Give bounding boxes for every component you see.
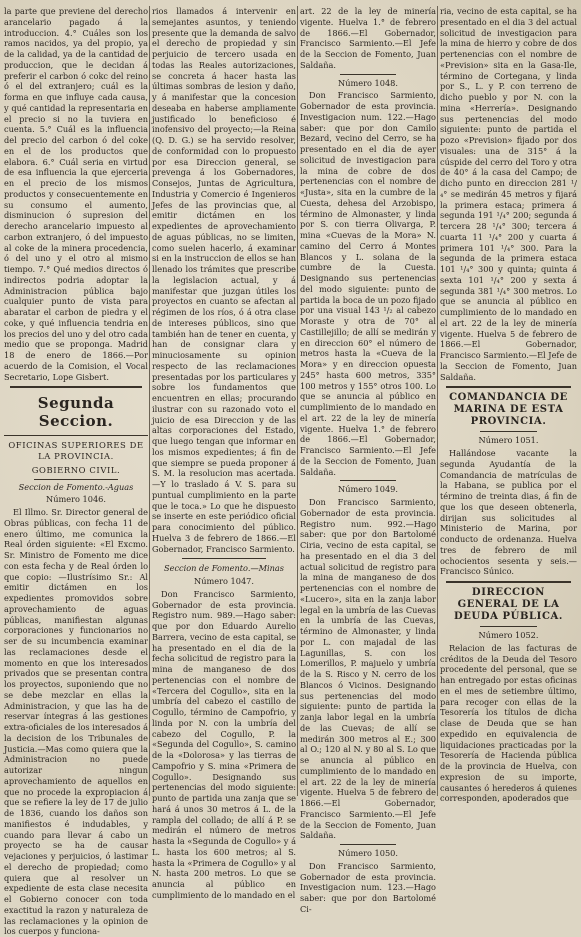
- notice-number: Número 1050.: [338, 848, 398, 858]
- divider: [480, 626, 537, 627]
- article-text: rios llamados á intervenir en semejantes asuntos, y teniendo presente que la demanda de salvo el derecho de propiedad y sin perjuicio de tercero usada en todas las Reales autorizaciones, se concreta á hacer hasta las últimas sombras de lesion y daño, y á manifestar que la concesion deseaba en haberse ampliamente justificado lo beneficioso é inofensivo del proyecto;—la Reina (Q. D. G.) se ha servido resolver, de conformidad con lo propuesto por esa Direccion general, se prevenga á los Gobernadores, Consejos, Juntas de Agricultura, Industria y Comercio é Ingenieros Jefes de las provincias que, al emitir dictámen en los expedientes de aprovechamiento de aguas públicas, no se limiten, como suelen hacerlo, á examinar si en la instruccion de ellos se han llenado los trámites que prescribe la legislacion actual, y á manifestar que juzgan útiles los proyectos en cuanto se afectan al régimen de los ríos, ó á otra clase de intereses públicos, sino que también han de tener en cuenta, y han de consignar clara y minuciosamente su opinion respecto de las reclamaciones presentadas por los particulares y sobre los fundamentos que encuentren en ellas; procurando ilustrar con su razonado voto el juicio de esa Direccion y de las altas corporaciones del Estado, que luego tengan que informar en los mismos expedientes; á fin de que siempre se pueda proponer á S. M. la resolucion mas acertada.—Y lo traslado á V. S. para su puntual cumplimiento en la parte que le toca.» Lo que he dispuesto se inserte en este periódico oficial para conocimiento del público. Huelva 3 de febrero de 1866.—El Gobernador, Francisco Sarmiento.: [152, 6, 296, 554]
- column-3: [300, 6, 436, 914]
- offices-heading: OFICINAS SUPERIORES DE LA PROVINCIA.: [8, 440, 144, 461]
- article-text: ria, vecino de esta capital, se ha presentado en el dia 3 del actual solicitud de investigacion para la mina de hierro y cobre de dos pertenencias con el nombre de «Prevision» sita en la Gasa-Ile, término de Cortegana, y linda por S., L. y P. con terreno de dicho pueblo y por N. con la mina «Herrería». Designando sus pertenencias del modo siguiente: punto de partida el pozo «Prevision» fijado por dos visuales: una de 315° á la cúspide del cerro del Toro y otra de 40° á la casa del Campo; de dicho punto en direccion 281 ¹/₄° se medirán 45 metros y fijará la primera estaca; primera á segunda 191 ¹/₄° 200; segunda á tercera 28 ¹/₄° 300; tercera á cuarta 11 ¹/₄° 200 y cuarta á primera 101 ¹/₄° 300. Para la segunda de la primera estaca 101 ¹/₄° 300 y quinta; quinta á sexta 101 ¹/₄° 200 y sexta á segunda 381 ¹/₄° 300 metros. Lo que se anuncia al público en cumplimiento de lo mandado en el art. 22 de la ley de minería vigente. Huelva 5 de febrero de 1866.—El Gobernador, Francisco Sarmiento.—El Jefe de la Seccion de Fomento, Juan Saldaña.: [440, 6, 577, 382]
- article-text: Don Francisco Sarmiento, Gobernador de esta provincia. Investigacion num. 123.—Hago saber: que por don Bartolomé Ci-: [300, 860, 436, 914]
- section-subheading: Seccion de Fomento.-Aguas: [18, 481, 134, 492]
- column-rule: [149, 6, 150, 796]
- divider: [182, 558, 266, 559]
- divider: [340, 844, 396, 845]
- article-text: Don Francisco Sarmiento, Gobernador de esta provincia. Registro num. 989.—Hago saber: que por don Eduardo Aurelio Barrera, vecino de esta capital, se ha presentado en el dia de la fecha solicitud de registro para la mina de manganeso de dos pertenencias con el nombre de «Tercera del Cogullo», sita en la umbría del cabezo el castillo de Cogullo, término de Campofrio, y linda por N. con la umbría del cabezo del Cogullo, P. la «Segunda del Cogullo», S. camino de la «Dolorosa» y las tierras de Campofrio y S. mina «Primera de Cogullo». Designando sus pertenencias del modo siguiente: punto de partida una zanja que se hará á unos 30 metros á L. de la rampla del collado; de allí á P. se medirán el número de metros hasta la «Segunda de Cogullo» y á L. hasta los 600 metros; al S. hasta la «Primera de Cogullo» y al N. hasta 200 metros. Lo que se anuncia al público en cumplimiento de lo mandado en el: [152, 588, 296, 900]
- column-rule: [437, 6, 438, 796]
- notice-number: Número 1048.: [338, 77, 398, 88]
- section-subheading: Seccion de Fomento.—Minas: [163, 563, 284, 574]
- column-2: [152, 6, 296, 900]
- divider: [34, 479, 118, 480]
- divider: [4, 435, 148, 436]
- article-text: la parte que previene del derecho arancelario pagado á la introduccion. 4.° Cuáles son los ramos nacidos, ya del propio, ya de la calidad, ya de la cantidad de produccion, que le decidan á preferir el carbon ó cokc del reino ó el del extranjero; cuál es la forma en que influye cada causa, y qué cantidad la representaria en el precio si no la tuviera en cuenta. 5.° Cuál es la influencia del precio del carbon ó del coke en el de los productos que elabora. 6.° Cuál seria en virtud de esa influencia la que ejerceria en el precio de los mismos productos y consecuentemente en su consumo el aumento, disminucion ó supresion del derecho arancelario impuesto al carbon extranjero, ó del impuesto al coke de la minera procedencia, ó del uno y el otro al mismo tiempo. 7.° Qué medios directos ó indirectos podria adoptar la Administracion pública bajo cualquier punto de vista para abaratar el carbon de piedra y el coke, y qué influencia tendria en los precios del uno y del otro cada medio que se proponga. Madrid 18 de enero de 1866.—Por acuerdo de la Comision, el Vocal Secretario, Lope Gisbert.: [4, 6, 148, 382]
- article-text: Relacion de las facturas de créditos de la Deuda del Tesoro procedente del personal, que se han entregado por estas oficinas en el mes de setiembre último, para recoger con ellas de la Tesorería los títulos de dicha clase de Deuda que se han expedido en equivalencia de liquidaciones practicadas por la Tesorería de Hacienda pública de la provincia de Huelva, con expresion de su importe, causantes ó herederos á quienes corresponden, apoderados que: [440, 642, 577, 804]
- article-text: Hallándose vacante la segunda Ayudantía de la Comandancia de matrículas de la Habana, se publica por el término de treinta dias, á fin de que los que deseen obtenerla, dirijan sus solicitudes al Ministerio de Marina, por conducto de ordenanza. Huelva tres de febrero de mil ochocientos sesenta y seis.—Francisco Súnico.: [440, 448, 577, 577]
- notice-number: Número 1052.: [478, 630, 539, 640]
- article-text: Don Francisco Sarmiento, Gobernador de esta provincia. Registro num. 992.—Hago saber: que por don Bartolomé Ciria, vecino de esta capital, se ha presentado en el dia 3 del actual solicitud de registro para la mina de manganeso de dos pertenencias con el nombre de «Lucero», sita en la zanja labor legal en la umbría de las Cuevas en la umbría de las Cuevas, término de Almonaster, y linda por L. con majadal de las Lagunillas, S. con los Lomerillos, P. majuelo y umbría de la S. Risco y N. cerro de los Blancos ó Vicinos. Designando sus pertenencias del modo siguiente: punto de partida la zanja labor legal en la umbría de las Cuevas; de allí se medirán 300 metros al E.; 300 al O.; 120 al N. y 80 al S. Lo que se anuncia al público en cumplimiento de lo mandado en el art. 22 de la ley de minería vigente. Huelva 5 de febrero de 1866.—El Gobernador, Francisco Sarmiento.—El Jefe de la Seccion de Fomento, Juan Saldaña.: [300, 497, 436, 841]
- marina-heading: COMANDANCIA DE MARINA DE ESTA PROVINCIA.: [449, 392, 568, 428]
- divider: [10, 386, 142, 388]
- divider: [340, 480, 396, 481]
- notice-number: Número 1051.: [478, 435, 539, 446]
- column-4: [440, 6, 577, 804]
- divider: [480, 431, 537, 432]
- notice-number: Número 1046.: [46, 494, 106, 505]
- divider: [446, 581, 571, 583]
- notice-number: Número 1049.: [338, 484, 398, 495]
- gobierno-heading: GOBIERNO CIVIL.: [31, 464, 121, 475]
- column-1: [4, 6, 148, 937]
- article-text: El Illmo. Sr. Director general de Obras públicas, con fecha 11 de enero último, me comunica la Real órden siguiente: «El Excmo. Sr. Ministro de Fomento me dice con esta fecha y de Real órden lo que copio: —Ilustrísimo Sr.: Al emitir dictámen en los expedientes promovidos sobre aprovechamiento de aguas públicas, manifiestan algunas corporaciones y funcionarios no ser de su incumbencia examinar las reclamaciones desde el momento en que los interesados privados que se presentan contra los proyectos, suponiendo que no se debe mezclar en ellas la Administracion, y que las ha de reservar íntegras á las gestiones extra-oficiales de los interesados á la decision de los Tribunales de Justicia.—Mas como quiera que la Administracion no puede autorizar ningun aprovechamiento de aquellos en que no procede la expropiacion á que se refiere la ley de 17 de julio de 1836, cuando los daños son manifiestos é indudables, y cuando para llevar á cabo un proyecto se ha de causar vejaciones y perjuicios, ó lastimar el derecho de propiedad; como quiera que al resolver un expediente de esta clase necesita el Gobierno conocer con toda exactitud la razon y naturaleza de las reclamaciones y la opinion de los cuerpos y funciona-: [4, 507, 148, 937]
- notice-number: Número 1047.: [194, 576, 254, 586]
- deuda-heading: DIRECCION GENERAL DE LA DEUDA PÚBLICA.: [454, 587, 563, 622]
- divider: [340, 74, 396, 75]
- article-text: art. 22 de la ley de minería vigente. Huelva 1.° de febrero de 1866.—El Gobernador, Francisco Sarmiento.—El Jefe de la Seccion de Fomento, Juan Saldaña.: [300, 6, 436, 70]
- column-rule: [297, 6, 298, 796]
- section-title: Segunda Seccion.: [37, 394, 115, 431]
- divider: [446, 386, 571, 388]
- article-text: Don Francisco Sarmiento, Gobernador de esta provincia. Investigacion num. 122.—Hago saber: que por don Camilo Bezard, vecino del Cerro, se ha presentado en el dia de ayer solicitud de investigacion para la mina de cobre de dos pertenencias con el nombre de «Justa», sita en la cumbre de la Cuesta, dehesa del Arzobispo, término de Almonaster, y linda por S. con tierra Olivarga, P. mina «Cuevas de la Mora» N. camino del Cerro á Montes Blancos y L. solana de la cumbre de la Cuesta. Designando sus pertenencias del modo siguiente: punto de partida la boca de un pozo fijado por una visual 143 ¹/₂ al cabezo Moraste y otra de 70° al Castillejillo; de allí se medirán y en direccion 60° el número de metros hasta la «Cueva de la Mora» y en direccion opuesta 245° hasta 600 metros, 335° 100 metros y 155° otros 100. Lo que se anuncia al público en cumplimiento de lo mandado en el art. 22 de la ley de minería vigente. Huelva 1.° de febrero de 1866.—El Gobernador, Francisco Sarmiento.—El Jefe de la Seccion de Fomento, Juan Saldaña.: [300, 90, 436, 477]
